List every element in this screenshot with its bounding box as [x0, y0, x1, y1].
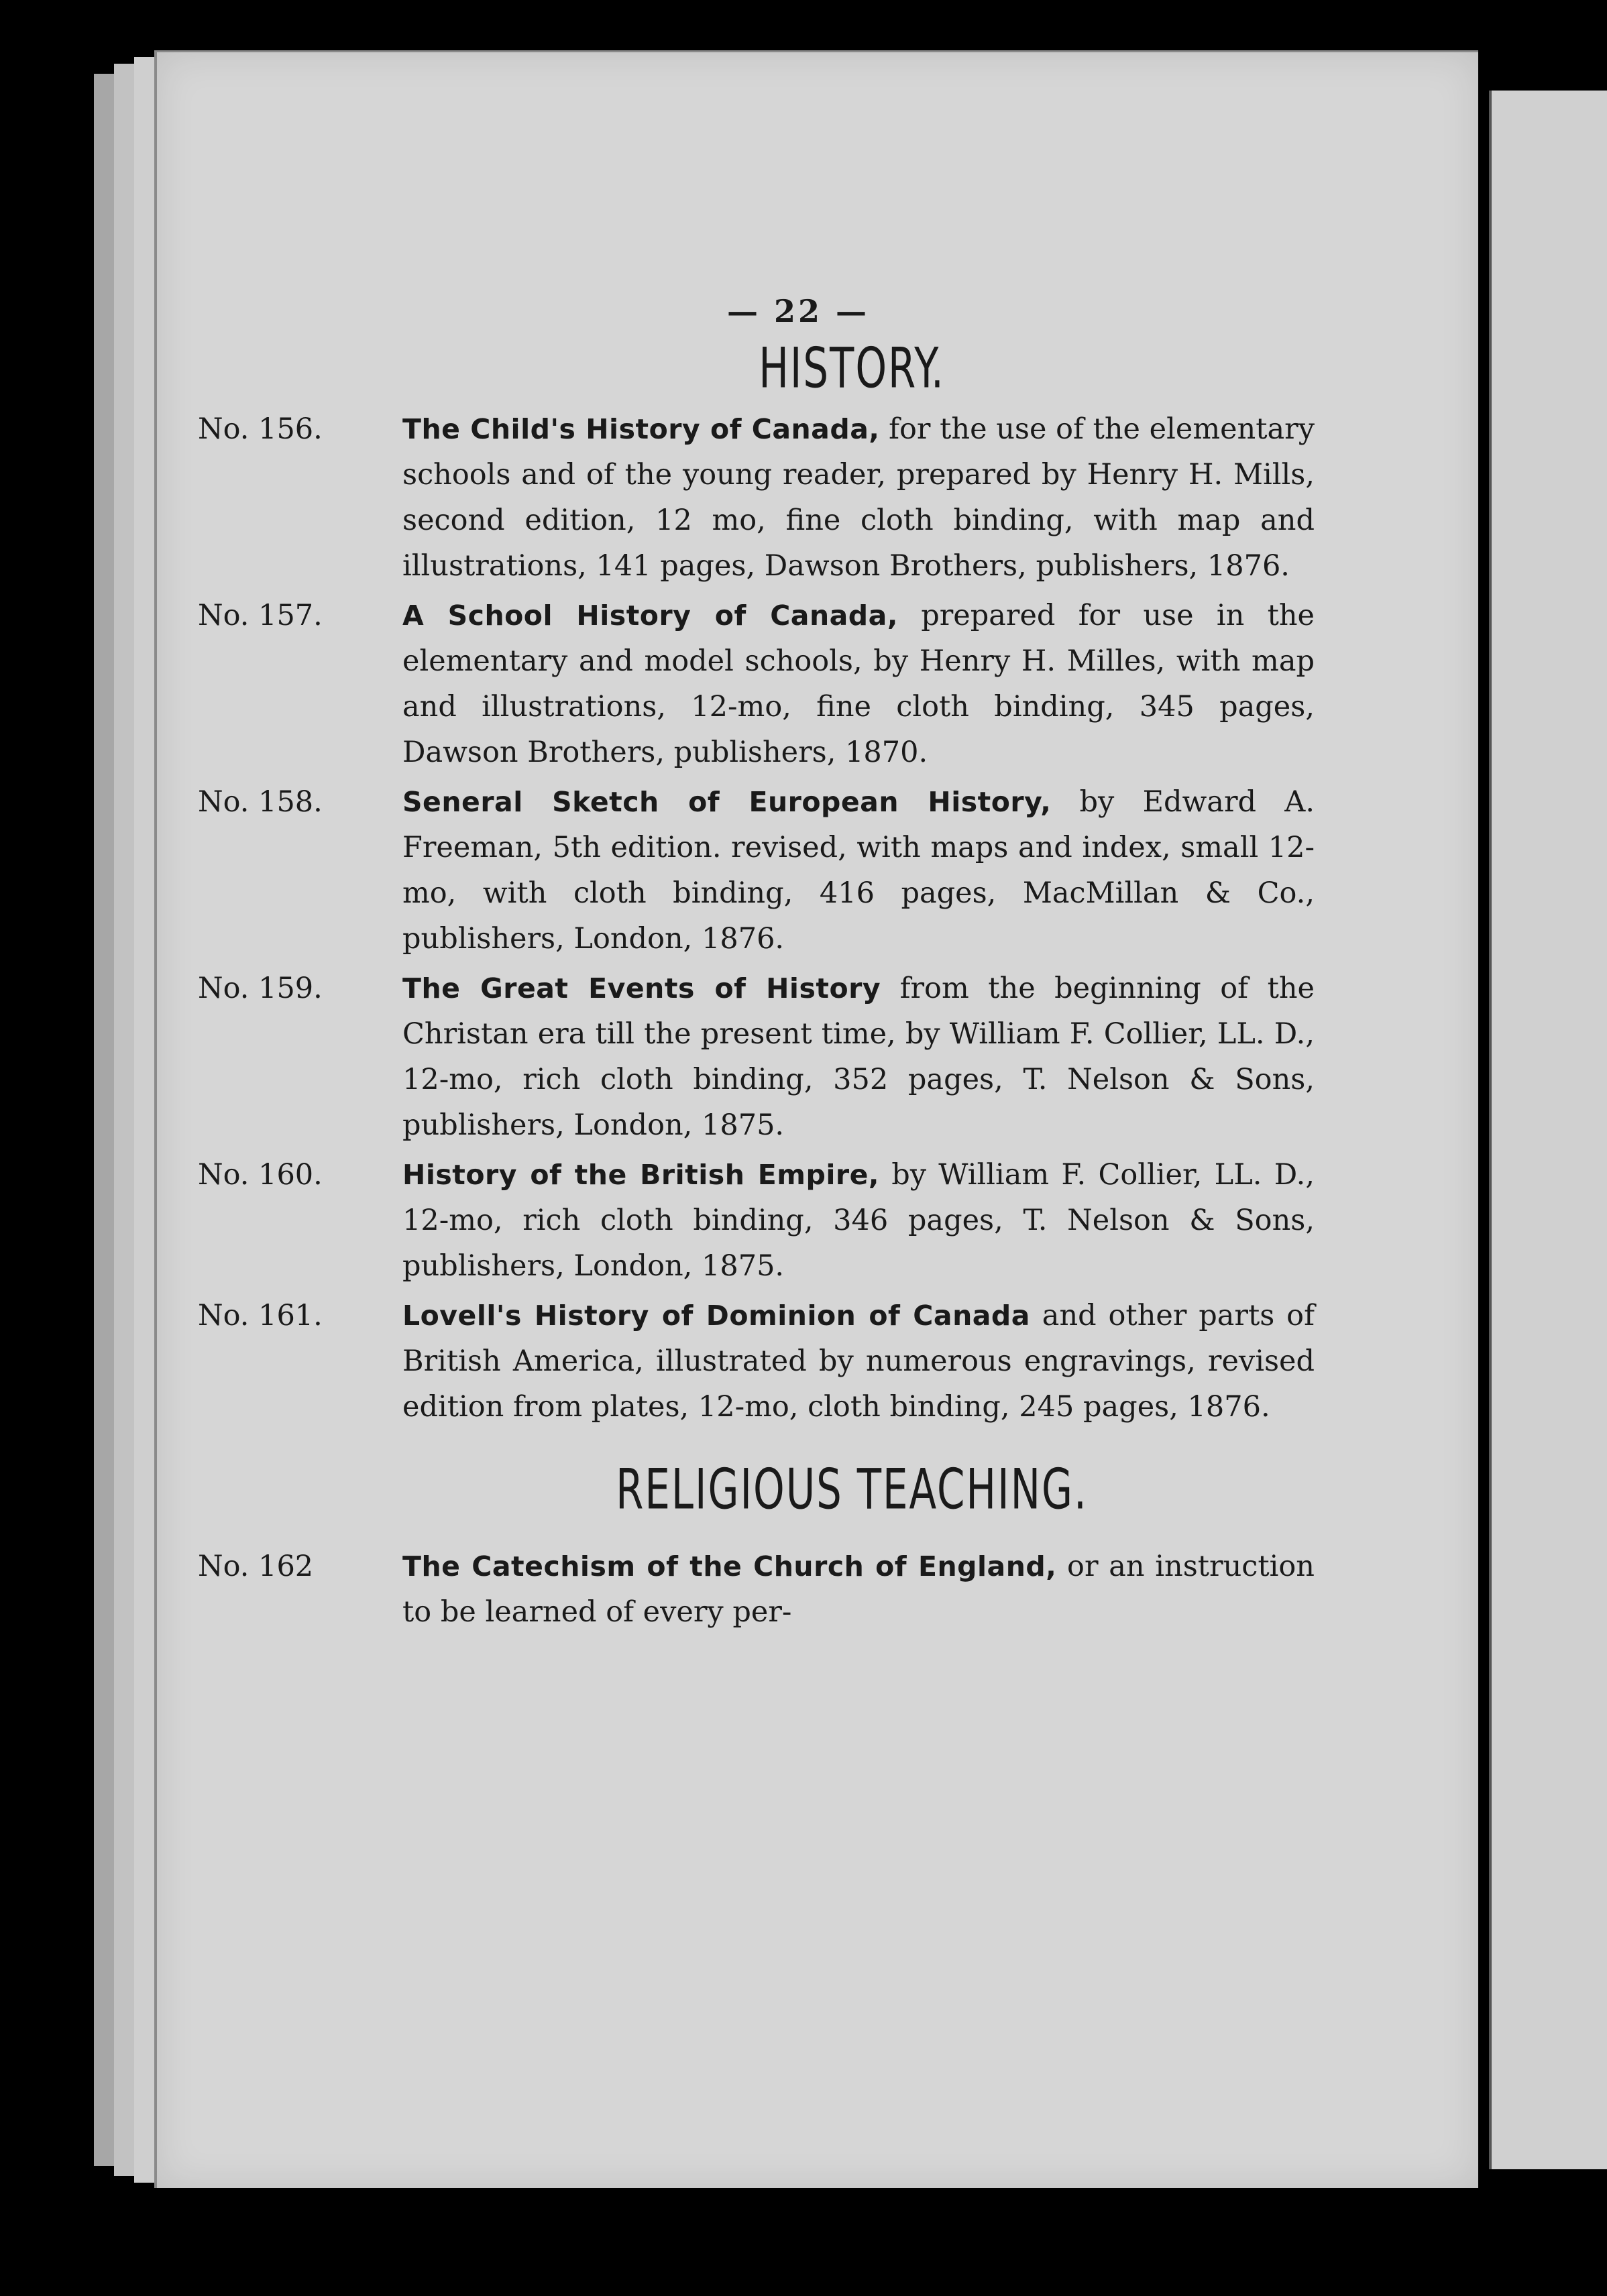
- entry-description: by Edward A. Freeman, 5th edition. revised, with maps and index, small 12-mo, with cloth binding, 416 pages, MacMillan & Co., publishers, London, 1876.: [402, 785, 1315, 956]
- catalog-entry: [198, 1544, 1315, 1635]
- entry-description: or an instruction to be learned of every per-: [402, 1550, 1315, 1629]
- entry-number: No. 156.: [198, 412, 323, 446]
- entry-description: prepared for use in the elementary and model schools, by Henry H. Milles, with map and illustrations, 12-mo, fine cloth binding, 345 pages, Dawson Brothers, publishers, 1870.: [402, 599, 1315, 769]
- entry-description: from the beginning of the Christan era till the present time, by William F. Collier, LL. D., 12-mo, rich cloth binding, 352 pages, T. Nelson & Sons, publishers, London, 1875.: [402, 972, 1315, 1142]
- entry-title: Lovell's History of Dominion of Canada: [402, 1300, 1030, 1332]
- entry-number: No. 160.: [198, 1158, 323, 1192]
- entry-title: History of the British Empire,: [402, 1159, 879, 1191]
- entry-title: Seneral Sketch of European History,: [402, 786, 1052, 818]
- entry-title: The Catechism of the Church of England,: [402, 1550, 1057, 1583]
- page-number: — 22 —: [726, 293, 870, 329]
- entry-title: A School History of Canada,: [402, 599, 898, 632]
- catalog-entry: [198, 1152, 1315, 1289]
- facing-page-edge: [1489, 91, 1607, 2169]
- entry-description: for the use of the elementary schools and of the young reader, prepared by Henry H. Mills, second edition, 12 mo, fine cloth binding, with map and illustrations, 141 pages, Dawson Brothers, publishers, 1876.: [402, 412, 1315, 583]
- catalog-entry: [198, 966, 1315, 1148]
- entry-number: No. 158.: [198, 785, 323, 819]
- catalog-entry: [198, 593, 1315, 775]
- entry-number: No. 162: [198, 1550, 314, 1583]
- page-content: [198, 288, 1315, 1639]
- entry-description: by William F. Collier, LL. D., 12-mo, rich cloth binding, 346 pages, T. Nelson & Sons, publishers, London, 1875.: [402, 1158, 1315, 1283]
- catalog-entry: [198, 1293, 1315, 1430]
- entry-title: The Great Events of History: [402, 972, 881, 1005]
- entry-title: The Child's History of Canada,: [402, 413, 880, 445]
- entry-number: No. 157.: [198, 599, 323, 632]
- catalog-entry: [198, 779, 1315, 962]
- entry-number: No. 159.: [198, 972, 323, 1005]
- entry-number: No. 161.: [198, 1299, 323, 1332]
- section-heading-religious-teaching: RELIGIOUS TEACHING.: [616, 1457, 1088, 1522]
- catalog-entry: [198, 406, 1315, 589]
- entry-description: and other parts of British America, illustrated by numerous engravings, revised edition from plates, 12-mo, cloth binding, 245 pages, 1876.: [402, 1299, 1315, 1424]
- section-heading-history: HISTORY.: [759, 336, 945, 401]
